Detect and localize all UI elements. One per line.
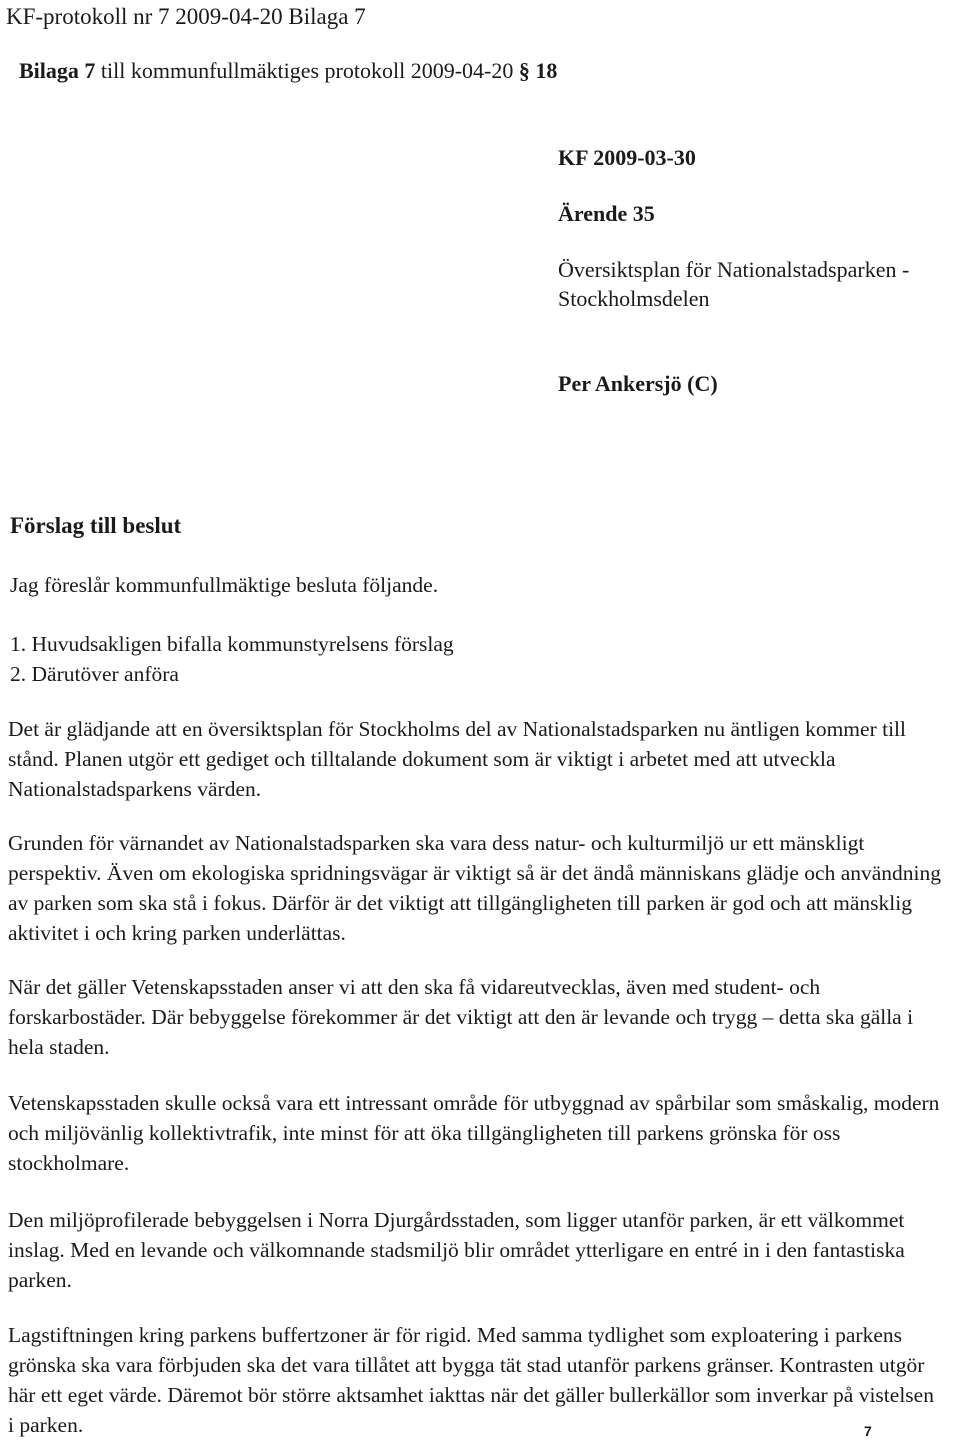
author: Per Ankersjö (C): [558, 371, 718, 396]
body-paragraph: Den miljöprofilerade bebyggelsen i Norra Djurgårdsstaden, som ligger utanför parken, är ett välkommet inslag. Med en levande och välkomnande stadsmiljö blir området ytterligare en entré in i den fantastiska parken.: [8, 1208, 905, 1292]
page-number: 7: [864, 1423, 872, 1439]
case-title-line1: Översiktsplan för Nationalstadsparken -: [558, 257, 910, 282]
case-number: Ärende 35: [558, 201, 655, 226]
body-paragraph: Lagstiftningen kring parkens buffertzoner är för rigid. Med samma tydlighet som exploatering i parkens grönska ska vara förbjuden ska det vara tillåtet att bygga tät stad utanför parkens gränser. Kontrasten utgör här ett eget värde. Däremot bör större aktsamhet iakttas när det gäller bullerkällor som inverkar på vistelsen i parken.: [8, 1323, 934, 1437]
body-paragraph: När det gäller Vetenskapsstaden anser vi att den ska få vidareutvecklas, även med student- och forskarbostäder. Där bebyggelse förekommer är det viktigt att den är levande och trygg – detta ska gälla i hela staden.: [8, 975, 914, 1059]
appendix-text: till kommunfullmäktiges protokoll 2009-04-20: [95, 58, 519, 83]
proposal-intro: Jag föreslår kommunfullmäktige besluta följande.: [10, 573, 439, 597]
body-paragraph: Det är glädjande att en översiktsplan för Stockholms del av Nationalstadsparken nu äntligen kommer till stånd. Planen utgör ett gediget och tilltalande dokument som är viktigt i arbetet med att utveckla Nationalstadsparkens värden.: [8, 717, 906, 801]
proposal-heading: Förslag till beslut: [10, 513, 182, 538]
proposal-item: 2. Därutöver anföra: [10, 662, 179, 686]
appendix-label: Bilaga 7: [19, 58, 96, 83]
body-paragraph: Grunden för värnandet av Nationalstadsparken ska vara dess natur- och kulturmiljö ur ett mänskligt perspektiv. Även om ekologiska spridningsvägar är viktigt så är det ändå människans glädje och användning av parken som ska stå i fokus. Därför är det viktigt att tillgängligheten till parken är god och att mänsklig aktivitet i och kring parken underlättas.: [8, 831, 942, 945]
appendix-section: § 18: [518, 58, 558, 83]
protocol-header: KF-protokoll nr 7 2009-04-20 Bilaga 7: [6, 4, 366, 29]
meeting-date: KF 2009-03-30: [558, 145, 696, 170]
proposal-item: 1. Huvudsakligen bifalla kommunstyrelsens förslag: [10, 632, 454, 656]
body-paragraph: Vetenskapsstaden skulle också vara ett intressant område för utbyggnad av spårbilar som småskalig, modern och miljövänlig kollektivtrafik, inte minst för att öka tillgängligheten till parkens grönska för oss stockholmare.: [8, 1091, 940, 1175]
case-title-line2: Stockholmsdelen: [558, 286, 710, 311]
appendix-title: [19, 56, 557, 86]
